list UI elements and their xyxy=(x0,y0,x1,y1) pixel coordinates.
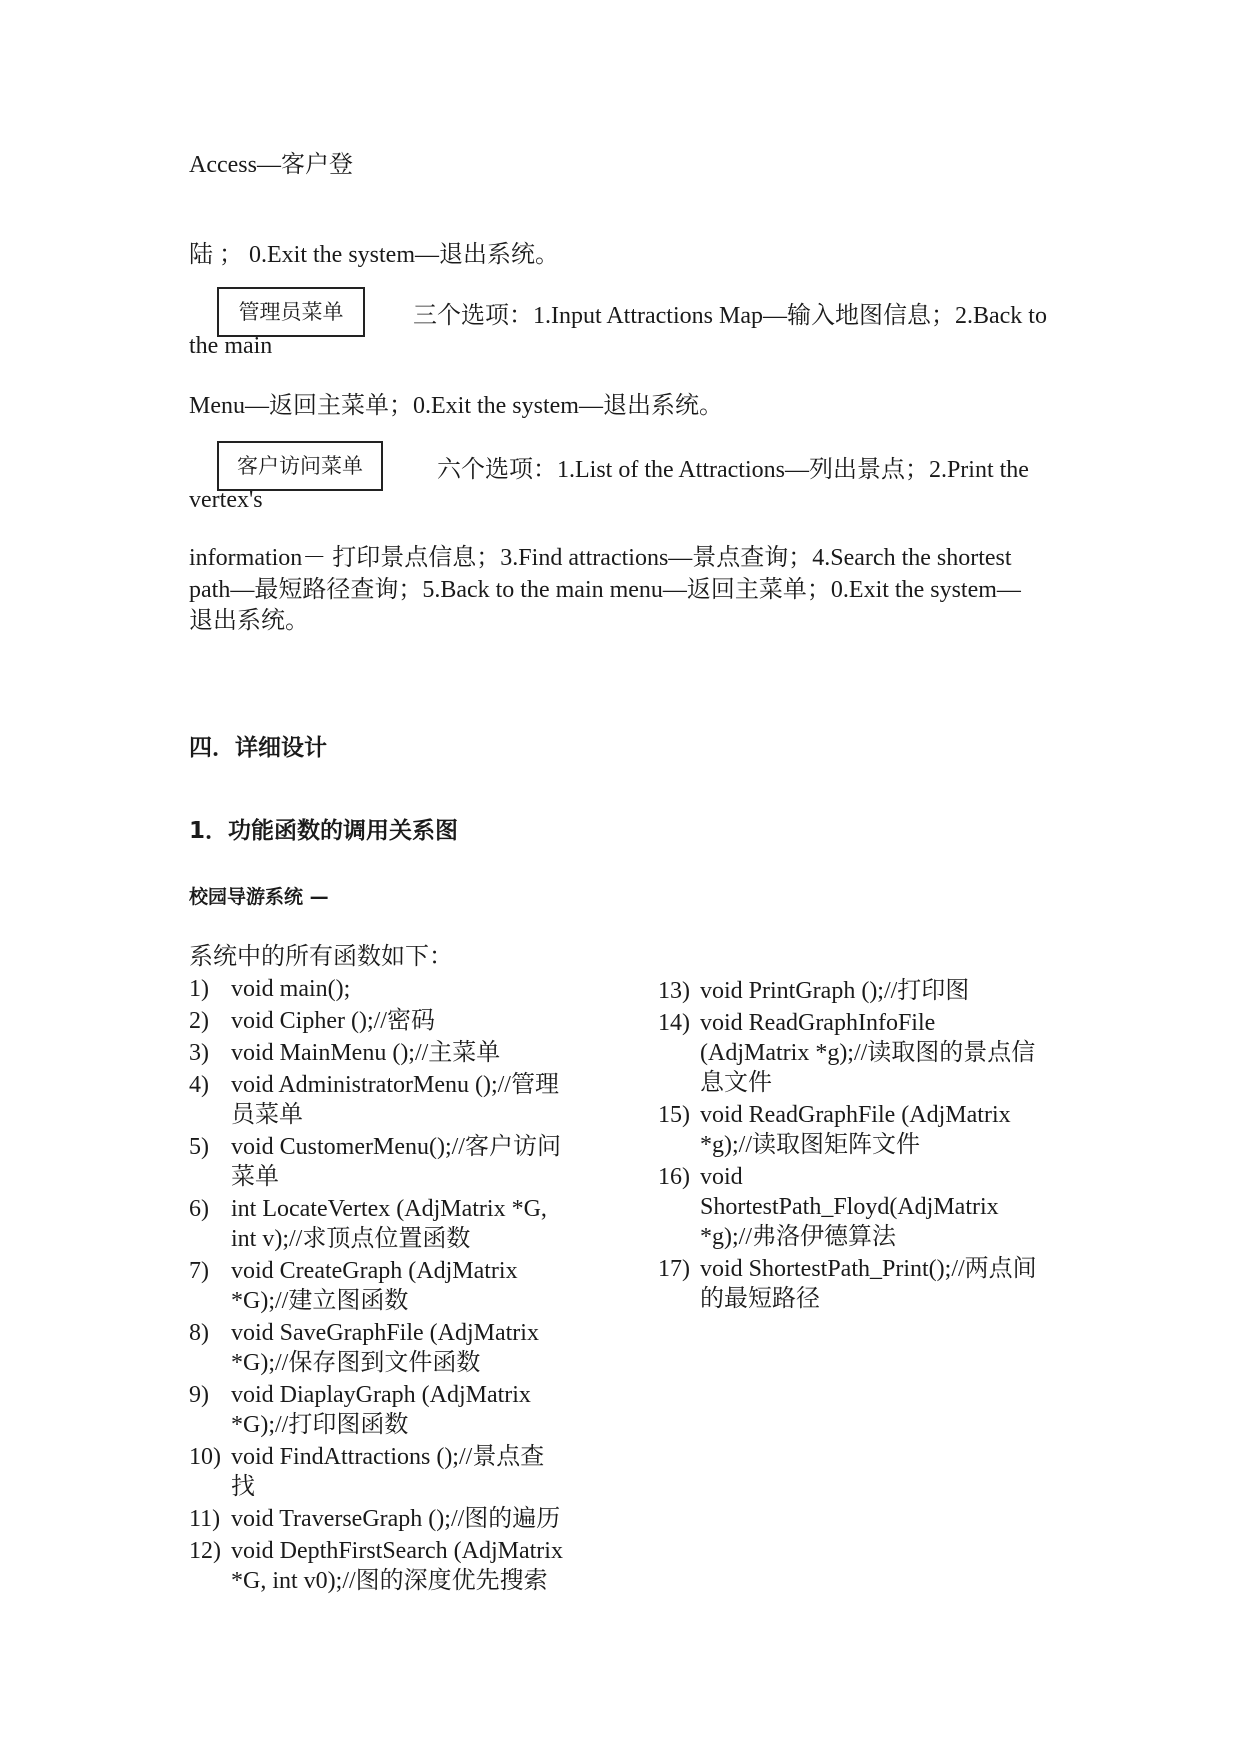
function-list-item xyxy=(189,1536,581,1596)
text-line: 陆 ； 0.Exit the system—退出系统。 xyxy=(189,242,559,268)
item-line: void TraverseGraph ();//图的遍历 xyxy=(231,1506,561,1532)
item-line: int v);//求顶点位置函数 xyxy=(231,1226,471,1252)
item-number: 9) xyxy=(189,1382,209,1408)
function-list-item xyxy=(189,1194,581,1254)
function-list-item xyxy=(189,974,581,1004)
text-line: 退出系统。 xyxy=(189,608,309,634)
item-number: 8) xyxy=(189,1320,209,1346)
item-line: *g);//读取图矩阵文件 xyxy=(700,1132,920,1158)
item-line: *G, int v0);//图的深度优先搜索 xyxy=(231,1568,548,1594)
text-line: path—最短路径查询；5.Back to the main menu—返回主菜单；0.Exit the system— xyxy=(189,577,1021,603)
text-line: Menu—返回主菜单；0.Exit the system—退出系统。 xyxy=(189,393,723,419)
item-number: 14) xyxy=(658,1010,690,1036)
text-line: Access—客户登 xyxy=(189,152,353,178)
subsection-heading: 1．功能函数的调用关系图 xyxy=(189,818,459,844)
function-list-item xyxy=(189,1318,581,1378)
item-line: void CustomerMenu();//客户访问 xyxy=(231,1134,561,1160)
item-number: 17) xyxy=(658,1256,690,1282)
item-line: 菜单 xyxy=(231,1164,279,1190)
item-line: void AdministratorMenu ();//管理 xyxy=(231,1072,559,1098)
admin-menu-box: 管理员菜单 xyxy=(217,287,365,337)
item-line: void ReadGraphFile (AdjMatrix xyxy=(700,1102,1011,1128)
item-line: 找 xyxy=(231,1474,255,1500)
function-list-item xyxy=(189,1070,581,1130)
function-list-item xyxy=(658,1254,1052,1314)
text-line: 三个选项：1.Input Attractions Map—输入地图信息；2.Back to xyxy=(413,303,1047,329)
text-line: the main xyxy=(189,333,273,359)
function-list-item xyxy=(189,1442,581,1502)
text-line: vertex's xyxy=(189,487,263,513)
function-list-item xyxy=(189,1504,581,1534)
item-line: void ReadGraphInfoFile xyxy=(700,1010,936,1036)
item-number: 16) xyxy=(658,1164,690,1190)
item-line: 的最短路径 xyxy=(700,1286,820,1312)
item-line: void SaveGraphFile (AdjMatrix xyxy=(231,1320,539,1346)
item-number: 6) xyxy=(189,1196,209,1222)
item-number: 1) xyxy=(189,976,209,1002)
text-line: information－ 打印景点信息；3.Find attractions—景点查询；4.Search the shortest xyxy=(189,545,1012,571)
item-number: 10) xyxy=(189,1444,221,1470)
campus-heading: 校园导游系统 — xyxy=(189,886,329,908)
item-line: int LocateVertex (AdjMatrix *G, xyxy=(231,1196,547,1222)
item-line: void MainMenu ();//主菜单 xyxy=(231,1040,501,1066)
intro-text: 系统中的所有函数如下： xyxy=(189,944,453,970)
item-line: void ShortestPath_Print();//两点间 xyxy=(700,1256,1037,1282)
item-number: 12) xyxy=(189,1538,221,1564)
function-list-item xyxy=(189,1006,581,1036)
item-number: 5) xyxy=(189,1134,209,1160)
item-line: void xyxy=(700,1164,743,1190)
item-line: *G);//保存图到文件函数 xyxy=(231,1350,481,1376)
item-number: 2) xyxy=(189,1008,209,1034)
item-line: *g);//弗洛伊德算法 xyxy=(700,1224,896,1250)
function-list-right xyxy=(658,976,1052,1316)
function-list-item xyxy=(189,1256,581,1316)
function-list-item xyxy=(658,976,1052,1006)
item-number: 4) xyxy=(189,1072,209,1098)
text-line: 六个选项：1.List of the Attractions—列出景点；2.Print the xyxy=(437,457,1029,483)
item-number: 15) xyxy=(658,1102,690,1128)
item-number: 13) xyxy=(658,978,690,1004)
item-line: ShortestPath_Floyd(AdjMatrix xyxy=(700,1194,999,1220)
function-list-item xyxy=(189,1132,581,1192)
item-line: *G);//建立图函数 xyxy=(231,1288,409,1314)
item-number: 3) xyxy=(189,1040,209,1066)
function-list-item xyxy=(658,1008,1052,1098)
item-line: 息文件 xyxy=(700,1070,772,1096)
function-list-left xyxy=(189,974,581,1598)
item-line: void DepthFirstSearch (AdjMatrix xyxy=(231,1538,563,1564)
item-line: void DiaplayGraph (AdjMatrix xyxy=(231,1382,531,1408)
function-list-item xyxy=(189,1380,581,1440)
item-line: (AdjMatrix *g);//读取图的景点信 xyxy=(700,1040,1036,1066)
function-list-item xyxy=(189,1038,581,1068)
item-line: *G);//打印图函数 xyxy=(231,1412,409,1438)
function-list-item xyxy=(658,1100,1052,1160)
function-list-item xyxy=(658,1162,1052,1252)
item-line: void CreateGraph (AdjMatrix xyxy=(231,1258,518,1284)
item-number: 7) xyxy=(189,1258,209,1284)
item-line: void PrintGraph ();//打印图 xyxy=(700,978,970,1004)
item-number: 11) xyxy=(189,1506,221,1532)
section-heading: 四．详细设计 xyxy=(189,735,327,761)
customer-menu-box: 客户访问菜单 xyxy=(217,441,383,491)
item-line: void Cipher ();//密码 xyxy=(231,1008,435,1034)
item-line: 员菜单 xyxy=(231,1102,303,1128)
item-line: void main(); xyxy=(231,976,351,1002)
item-line: void FindAttractions ();//景点查 xyxy=(231,1444,545,1470)
